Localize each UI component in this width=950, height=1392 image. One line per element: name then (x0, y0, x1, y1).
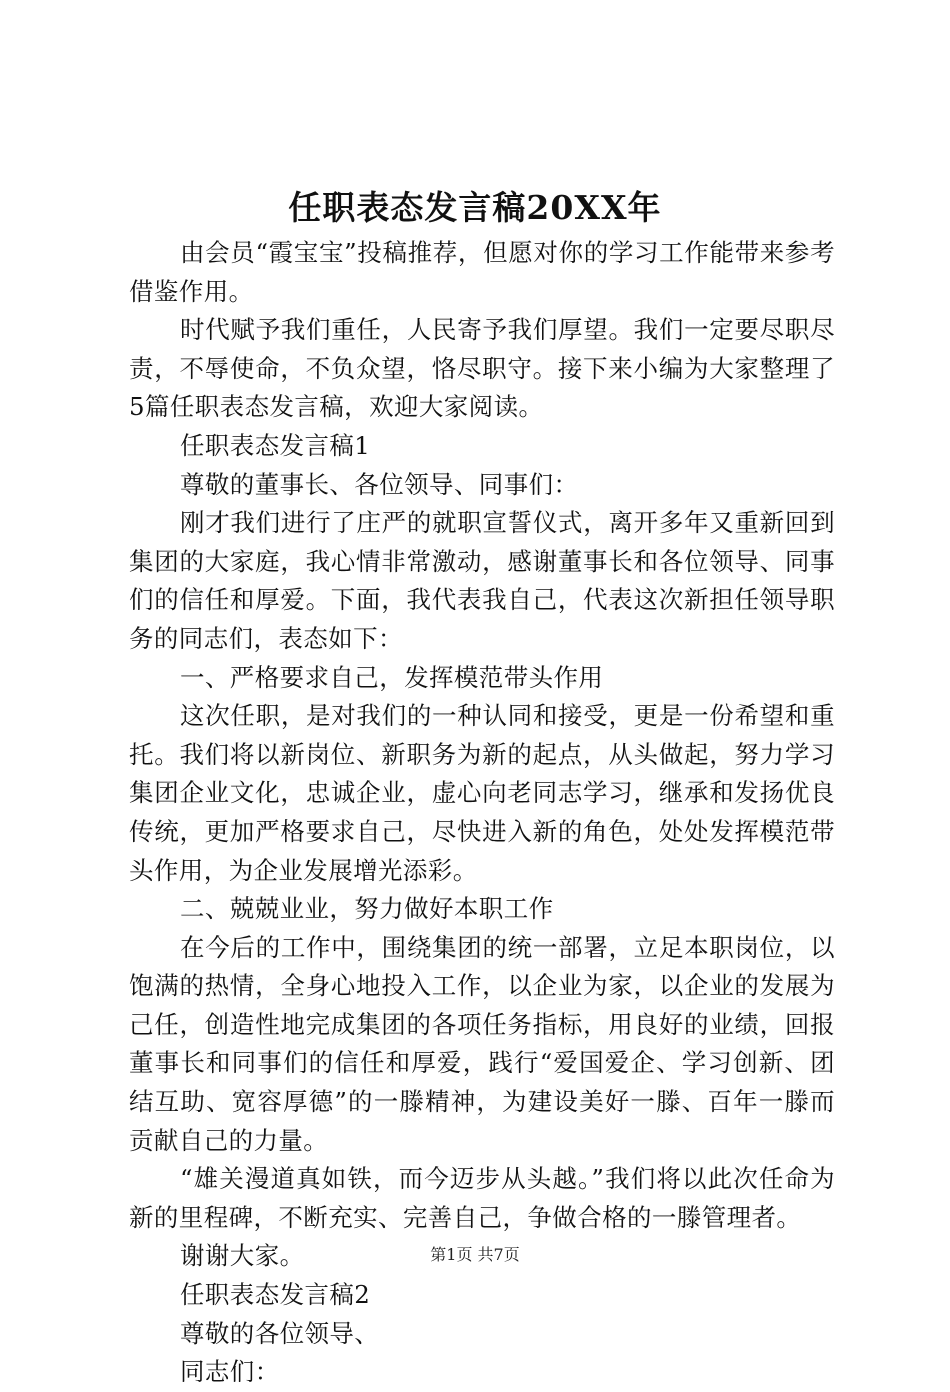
page-number-footer: 第1页 共7页 (430, 1245, 520, 1264)
paragraph: 这次任职，是对我们的一种认同和接受，更是一份希望和重托。我们将以新岗位、新职务为新的起点，从头做起，努力学习集团企业文化，忠诚企业，虚心向老同志学习，继承和发扬优良传统，更加严格要求自己，尽快进入新的角色，处处发挥模范带头作用，为企业发展增光添彩。 (129, 701, 835, 885)
document-title: 任职表态发言稿20XX年 (288, 188, 662, 227)
section-heading: 任职表态发言稿2 (180, 1280, 371, 1310)
subheading: 一、严格要求自己，发挥模范带头作用 (180, 662, 604, 692)
paragraph: 刚才我们进行了庄严的就职宣誓仪式，离开多年又重新回到集团的大家庭，我心情非常激动，感谢董事长和各位领导、同事们的信任和厚爱。下面，我代表我自己，代表这次新担任领导职务的同志们，表态如下： (129, 508, 835, 653)
section-heading: 任职表态发言稿1 (180, 430, 371, 460)
document-body (129, 234, 835, 1392)
salutation: 尊敬的各位领导、 (180, 1318, 380, 1348)
salutation: 同志们： (180, 1357, 280, 1387)
subheading: 二、兢兢业业，努力做好本职工作 (180, 894, 554, 924)
paragraph: 时代赋予我们重任，人民寄予我们厚望。我们一定要尽职尽责，不辱使命，不负众望，恪尽职守。接下来小编为大家整理了5篇任职表态发言稿，欢迎大家阅读。 (129, 315, 835, 422)
closing: 谢谢大家。 (180, 1241, 305, 1271)
paragraph: “雄关漫道真如铁，而今迈步从头越。”我们将以此次任命为新的里程碑，不断充实、完善自己，争做合格的一滕管理者。 (129, 1164, 835, 1232)
paragraph: 在今后的工作中，围绕集团的统一部署，立足本职岗位，以饱满的热情，全身心地投入工作，以企业为家，以企业的发展为己任，创造性地完成集团的各项任务指标，用良好的业绩，回报董事长和同事们的信任和厚爱，践行“爱国爱企、学习创新、团结互助、宽容厚德”的一滕精神，为建设美好一滕、百年一滕而贡献自己的力量。 (129, 932, 835, 1155)
paragraph: 由会员“霞宝宝”投稿推荐，但愿对你的学习工作能带来参考借鉴作用。 (129, 238, 835, 306)
salutation: 尊敬的董事长、各位领导、同事们： (180, 469, 579, 499)
